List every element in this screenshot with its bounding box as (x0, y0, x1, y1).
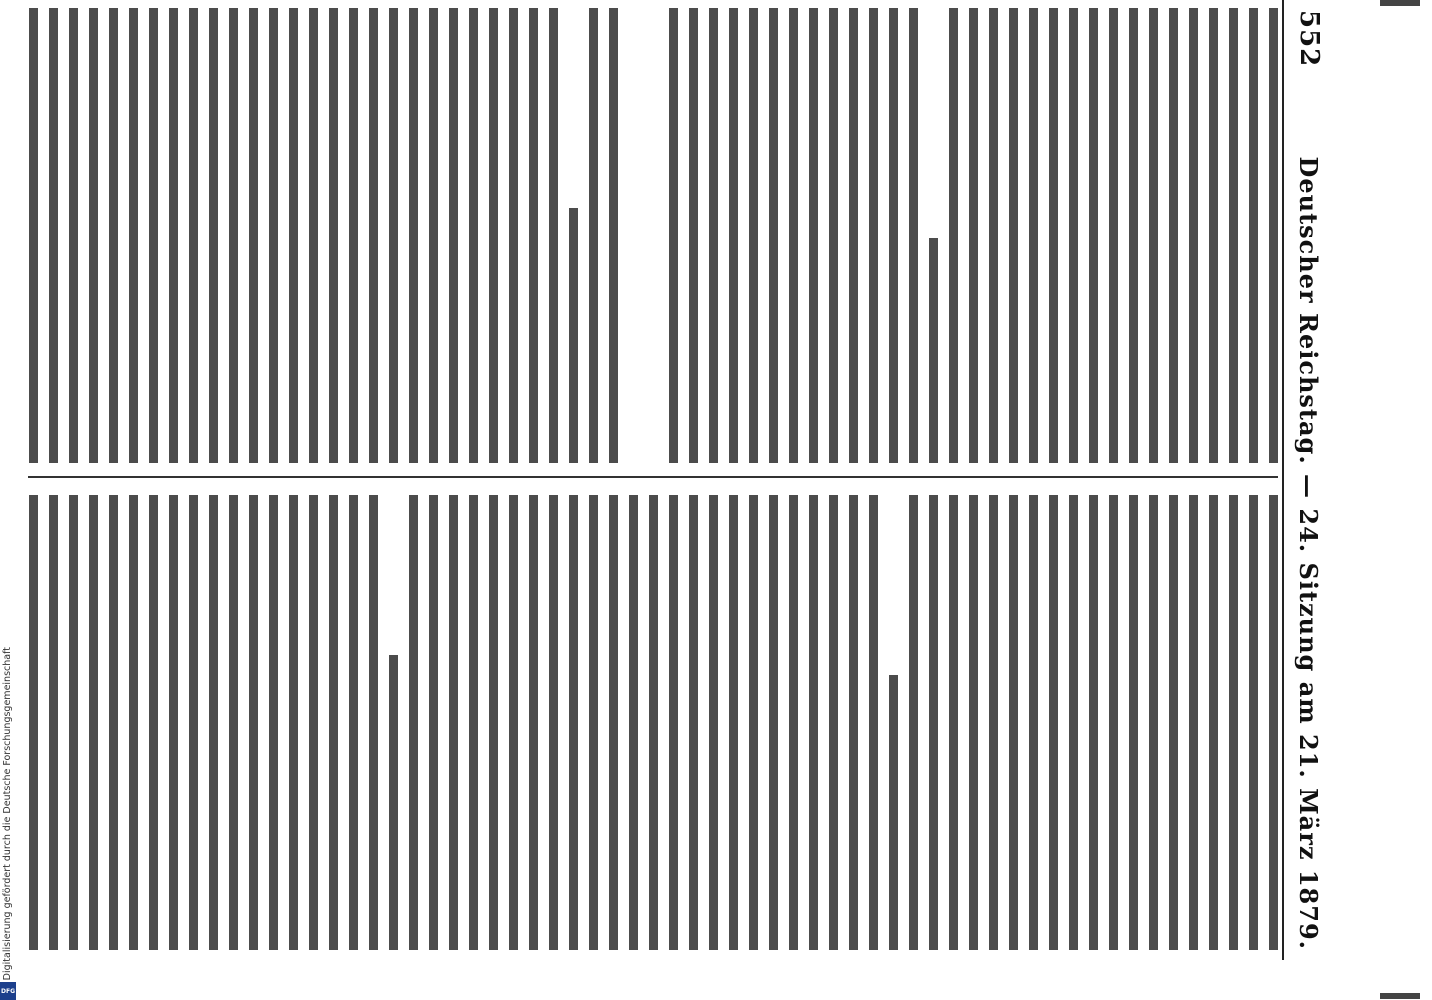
text-column-right (28, 495, 1278, 950)
paragraph-gap (568, 8, 588, 208)
text-column-left (28, 8, 1278, 463)
column-divider (28, 476, 1278, 478)
scan-edge-mark (1380, 993, 1420, 999)
running-title: Deutscher Reichstag. — 24. Sitzung am 21. März 1879. (1294, 156, 1324, 950)
scan-edge-mark (1380, 0, 1420, 6)
paragraph-gap (628, 8, 658, 463)
digitization-credit: Digitalisierung gefördert durch die Deutsche Forschungsgemeinschaft (2, 646, 13, 980)
paragraph-gap (928, 8, 948, 238)
page-header (1282, 10, 1336, 950)
header-rule (1282, 0, 1284, 960)
rotated-page (22, 0, 1342, 960)
paragraph-gap (378, 495, 398, 655)
dfg-logo-icon: DFG (0, 982, 16, 1000)
paragraph-gap (888, 495, 908, 675)
page-number: 552 (1294, 10, 1324, 68)
